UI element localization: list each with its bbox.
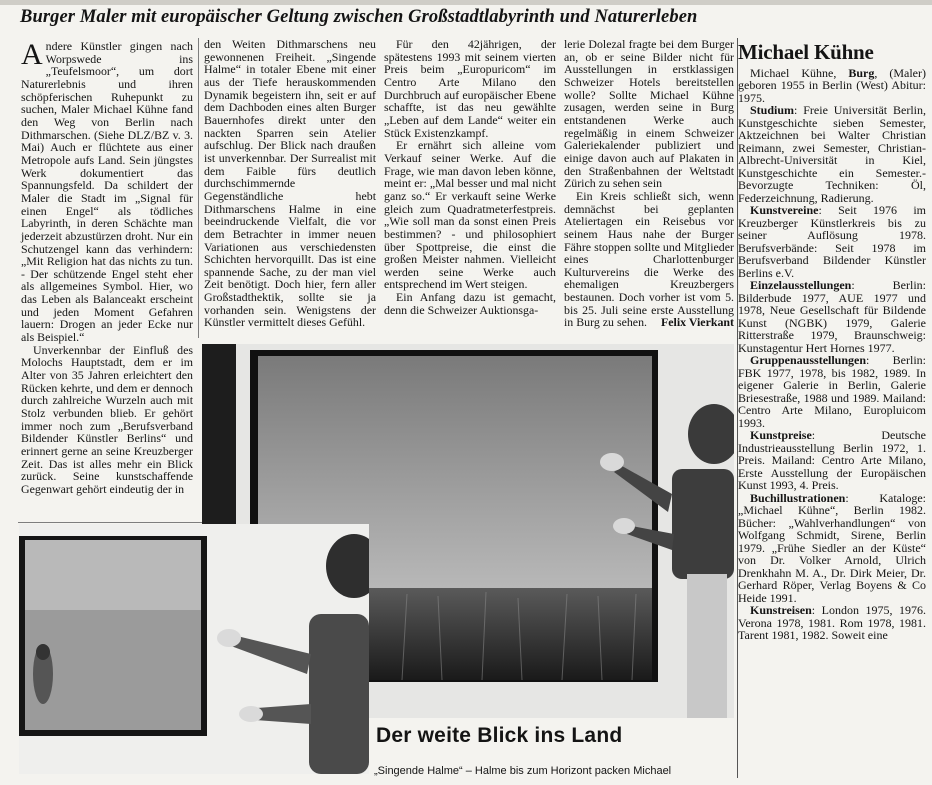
bio-label: Studium: [750, 103, 795, 117]
column-rule: [198, 38, 199, 338]
author-byline: Felix Vierkant: [661, 315, 734, 330]
photo-illustration: [19, 524, 369, 774]
article-column-1: [21, 40, 193, 496]
bio-text: : Berlin: Bilderbude 1977, AUE 1977 und 1978, Neue Gesellschaft für Bildende Kunst (NGBK) 1979, Galerie Ritterstraße 1979, Braunschweig: Kunstagentur Hert Hornes 1977.: [738, 278, 926, 355]
bio-label: Einzelausstellungen: [750, 278, 852, 292]
bio-text: : Freie Universität Berlin, Kunstgeschichte sieben Semester, Aktzeichnen bei Walter Christian Reimann, zwei Semester, Christian-Albrecht-Universität in Kiel, Kunstgeschichte ein Semester.- Bevorzugte Techniken: Öl, Federzeichnung, Radierung.: [738, 103, 926, 205]
bio-text: : Berlin: FBK 1977, 1978, bis 1982, 1989. In eigener Galerie in Berlin, Galerie Briesestraße, 1988 und 1989. Mailand: Centro Arte Milano, Europluicom 1993.: [738, 353, 926, 430]
photo-artist-portrait: [19, 524, 369, 774]
bio-label: Gruppenausstellungen: [750, 353, 867, 367]
bio-label: Kunstreisen: [750, 603, 812, 617]
bio-place: Burg: [848, 65, 875, 80]
article-column-2: [204, 38, 376, 329]
bio-gruppenausstellungen: [738, 354, 926, 429]
caption-title: Der weite Blick ins Land: [376, 724, 623, 747]
top-edge: [0, 0, 932, 5]
bio-kunstpreise: [738, 429, 926, 492]
bio-text: : London 1975, 1976. Verona 1978, 1981. Rom 1978, 1981. Tarent 1981, 1982. Soweit eine: [738, 603, 926, 642]
article-column-3: [384, 38, 556, 316]
bio-label: Buchillustrationen: [750, 490, 846, 505]
paragraph: Unverkennbar der Einfluß des Molochs Hauptstadt, dem er im Alter von 35 Jahren erleichtert den Rücken kehrte, und dem er dennoch durch zahlreiche Wurzeln auch mit Stolz verbunden blieb. Er gehört immer noch zum „Berufsverband Bildender Künstler Berlins“ und erinnert gerne an seine Kreuzberger Zeit. Das ist alles mehr ein Blick zurück. Seine kunstschaffende Gegenwart gehört eindeutig der in: [21, 342, 193, 496]
paragraph-text: Ein Kreis schließt sich, wenn demnächst bei geplanten Ateliertagen ein Reisebus vor seinem Haus nahe der Burger Fähre stoppen sollte und Mitglieder eines Charlottenburger Kulturvereins die Werke des ehemaligen Kreuzbergers bestaunen. Doch vorher ist vom 5. bis 25. Juli seine erste Ausstellung in Burg zu sehen.: [564, 188, 734, 330]
bio-text: : Seit 1976 im Kreuzberger Künstlerkreis bis zu seiner Auflösung 1978. Berufsverbände: Seit 1978 im Berufsverband Bildender Künstler Berlins e.V.: [738, 203, 926, 280]
paragraph: Ein Anfang dazu ist gemacht, denn die Schweizer Auktionsga-: [384, 290, 556, 317]
bio-name: Michael Kühne,: [750, 65, 849, 80]
bio-einzelausstellungen: [738, 279, 926, 354]
dropcap-letter: A: [21, 38, 43, 71]
sidebar-title: Michael Kühne: [738, 40, 874, 64]
bio-kunstvereine: [738, 204, 926, 279]
bio-text: : Kataloge: „Michael Kühne“, Berlin 1982. Bücher: „Wahlverhandlungen“ von Wolfgang Schmidt, Sirene, Berlin 1979. „Frühe Siedler an der Küste“ von Dr. Volker Arnold, Ulrich Drenkhahn M. A., Dr. Dirk Meier, Dr. Gerhard Röper, Verlag Boyens & Co Heide 1991.: [738, 490, 926, 605]
bio-buchillustrationen: [738, 492, 926, 605]
bio-label: Kunstpreise: [750, 428, 812, 442]
biography-sidebar: [738, 42, 926, 642]
paragraph: [21, 40, 193, 344]
paragraph: Für den 42jährigen, der spätestens 1993 mit seinem vierten Preis beim „Europuricom“ im Centro Arte Milano den Durchbruch auf europäischer Ebene schaffte, ist das neu gewählte „Leben auf dem Lande“ weiter ein Stück Existenzkampf.: [384, 37, 556, 140]
paragraph: lerie Dolezal fragte bei dem Burger an, ob er seine Bilder nicht für Ausstellungen in erstklassigen Schweizer Hotels bereitstellen wolle? Sollte Michael Kühne zusagen, werden seine in Burg entstandenen Werke auch regelmäßig in einem Schweizer Galeriekalender publiziert und einige davon auch auf Plakaten in den Straßenbahnen der Weltstadt Zürich zu sehen sein: [564, 37, 734, 191]
bio-intro: [738, 67, 926, 105]
caption-text: „Singende Halme“ – Halme bis zum Horizont packen Michael: [374, 765, 672, 777]
paragraph: Er ernährt sich alleine vom Verkauf seiner Werke. Auf die Frage, wie man davon leben könne, meint er: „Mal besser und mal nicht ganz so.“ Er verkauft seine Werke gleich zum Quadratmeterfestpreis. „Wie soll man da sonst einen Preis bestimmen? - und philosophiert über Spottpreise, die einst die großen Meister nahmen. Vielleicht werden seine Werke auch entsprechend im Wert steigen.: [384, 138, 556, 292]
paragraph: den Weiten Dithmarschens neu gewonnenen Freiheit. „Singende Halme“ in totaler Ebene mit einer aus der Tiefe herauskommenden Dynamik begeistern ihn, seit er auf dem Dachboden eines alten Burger Bauernhofes direkt unter den nackten Sparren sein Atelier aufschlug. Der Blick nach draußen ist unverkennbar. Der Surrealist mit dem Faible fürs deutlich durchschimmernde Gegenständliche hebt Dithmarschens Halme in eine beeindruckende Vielfalt, die vor dem Betrachter in immer neuen Variationen aus verschiedensten Schichten hervorquillt. Das ist eine spannende Sache, zu der man viel Zeit benötigt. Doch hier, fern aller Großstadthektik, sollte sie ja vorhanden sein. Wenigstens der Künstler vermittelt dieses Gefühl.: [204, 37, 376, 330]
bio-studium: [738, 104, 926, 204]
bio-intro-rest: , (Maler) geboren 1955 in Berlin (West) Abitur: 1975.: [738, 65, 926, 105]
bio-label: Kunstvereine: [750, 203, 819, 217]
bio-kunstreisen: [738, 604, 926, 642]
paragraph-text: ndere Künstler gingen nach Worpswede ins „Teufelsmoor“, um dort Naturerlebnis und ihren schöpferischen Ruhepunkt zu suchen, Maler Michael Kühne fand den Weg von Berlin nach Dithmarschen. (Siehe DLZ/BZ v. 3. Mai) Auch er flüchtete aus einer Metropole aufs Land. Sein jüngstes Werk dokumentiert das Spannungsfeld. Da schildert der Maler die Stadt im „Signal für einen Engel“ als tödliches Labyrinth, in deren Schächte man jederzeit abzustürzen droht. Nur ein Schutzengel kann das verhindern: „Mit Religion hat das nichts zu tun. - Der schützende Engel steht eher als allgemeines Symbol. Hier, wo das Leben als Balanceakt erscheint und jeden Moment Gefahren lauern: Drogen an jeder Ecke nur als Beispiel.“: [21, 39, 193, 345]
bio-text: : Deutsche Industrieausstellung Berlin 1972, 1. Preis. Mailand: Centro Arte Milano, Erste Ausstellung der Europäischen Kunst 1993, 4. Preis.: [738, 428, 926, 492]
article-column-4: [564, 38, 734, 329]
article-headline: Burger Maler mit europäischer Geltung zwischen Großstadtlabyrinth und Naturerleben: [20, 7, 698, 27]
paragraph: [564, 190, 734, 329]
photo-rule: [18, 522, 202, 523]
